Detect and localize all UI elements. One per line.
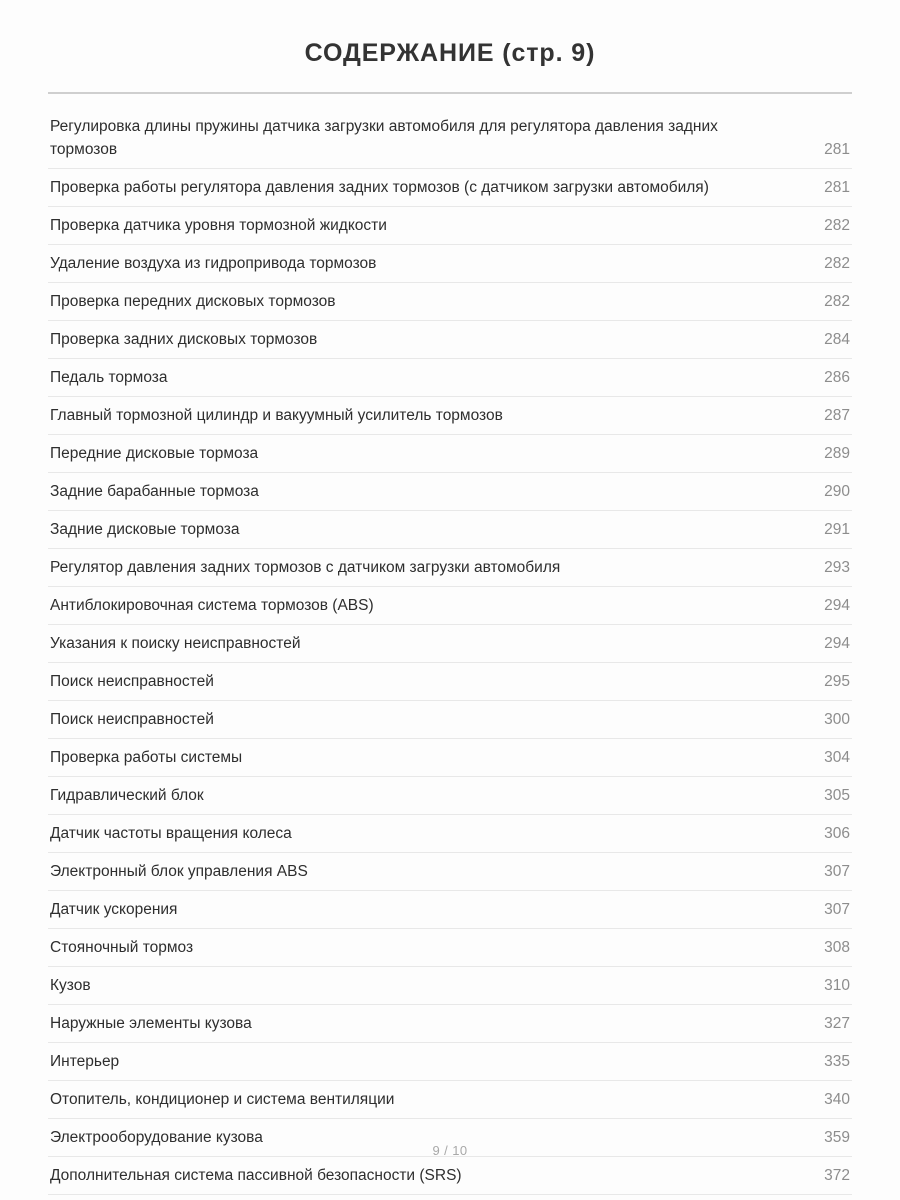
toc-entry-title: Датчик частоты вращения колеса [50, 825, 292, 842]
toc-row[interactable] [48, 1043, 852, 1081]
toc-entry-title: Датчик ускорения [50, 901, 178, 918]
toc-entry-page-number: 308 [824, 939, 850, 956]
toc-row[interactable] [48, 967, 852, 1005]
toc-entry-page-number: 281 [824, 179, 850, 196]
toc-row[interactable] [48, 587, 852, 625]
toc-entry-page-number: 372 [824, 1167, 850, 1184]
toc-entry-title: Задние барабанные тормоза [50, 483, 259, 500]
toc-entry-page-number: 359 [824, 1129, 850, 1146]
toc-entry-title: Дополнительная система пассивной безопасности (SRS) [50, 1167, 462, 1184]
toc-entry-page-number: 335 [824, 1053, 850, 1070]
toc-row[interactable] [48, 1005, 852, 1043]
toc-entry-title: Проверка задних дисковых тормозов [50, 331, 318, 348]
toc-entry-title: Антиблокировочная система тормозов (ABS) [50, 597, 374, 614]
toc-row[interactable] [48, 511, 852, 549]
page-title: СОДЕРЖАНИЕ (стр. 9) [304, 39, 596, 67]
title-divider [48, 92, 852, 94]
toc-entry-title: Передние дисковые тормоза [50, 445, 259, 462]
toc-row[interactable] [48, 625, 852, 663]
toc-entry-page-number: 286 [824, 369, 850, 386]
toc-row[interactable] [48, 549, 852, 587]
toc-row[interactable] [48, 473, 852, 511]
toc-row[interactable] [48, 108, 852, 169]
toc-entry-title: Регулировка длины пружины датчика загрузки автомобиля для регулятора давления задних тормозов [50, 118, 718, 158]
toc-entry-title: Интерьер [50, 1053, 120, 1070]
toc-entry-title: Задние дисковые тормоза [50, 521, 240, 538]
toc-row[interactable] [48, 663, 852, 701]
toc-row[interactable] [48, 853, 852, 891]
toc-entry-page-number: 340 [824, 1091, 850, 1108]
toc-entry-page-number: 291 [824, 521, 850, 538]
toc-row[interactable] [48, 169, 852, 207]
table-of-contents [48, 108, 852, 1195]
toc-entry-page-number: 289 [824, 445, 850, 462]
toc-entry-title: Педаль тормоза [50, 369, 168, 386]
toc-entry-title: Удаление воздуха из гидропривода тормозов [50, 255, 377, 272]
toc-row[interactable] [48, 397, 852, 435]
toc-entry-title: Указания к поиску неисправностей [50, 635, 301, 652]
toc-entry-title: Наружные элементы кузова [50, 1015, 252, 1032]
toc-entry-page-number: 295 [824, 673, 850, 690]
toc-entry-title: Регулятор давления задних тормозов с датчиком загрузки автомобиля [50, 559, 561, 576]
toc-row[interactable] [48, 929, 852, 967]
toc-row[interactable] [48, 1157, 852, 1195]
toc-row[interactable] [48, 739, 852, 777]
toc-entry-title: Гидравлический блок [50, 787, 204, 804]
toc-entry-page-number: 306 [824, 825, 850, 842]
toc-row[interactable] [48, 777, 852, 815]
toc-entry-page-number: 284 [824, 331, 850, 348]
toc-row[interactable] [48, 245, 852, 283]
toc-entry-title: Отопитель, кондиционер и система вентиляции [50, 1091, 395, 1108]
toc-entry-page-number: 300 [824, 711, 850, 728]
page-footer: 9 / 10 [432, 1143, 468, 1158]
toc-entry-title: Главный тормозной цилиндр и вакуумный усилитель тормозов [50, 407, 503, 424]
toc-row[interactable] [48, 207, 852, 245]
toc-entry-page-number: 287 [824, 407, 850, 424]
toc-entry-title: Проверка работы регулятора давления задних тормозов (с датчиком загрузки автомобиля) [50, 179, 709, 196]
toc-entry-title: Проверка работы системы [50, 749, 243, 766]
toc-entry-page-number: 282 [824, 217, 850, 234]
toc-entry-title: Проверка датчика уровня тормозной жидкости [50, 217, 387, 234]
toc-entry-page-number: 327 [824, 1015, 850, 1032]
toc-entry-title: Электронный блок управления ABS [50, 863, 308, 880]
toc-entry-page-number: 307 [824, 901, 850, 918]
toc-entry-page-number: 304 [824, 749, 850, 766]
toc-entry-title: Проверка передних дисковых тормозов [50, 293, 336, 310]
toc-row[interactable] [48, 283, 852, 321]
toc-entry-page-number: 310 [824, 977, 850, 994]
toc-entry-title: Поиск неисправностей [50, 673, 214, 690]
toc-entry-title: Поиск неисправностей [50, 711, 214, 728]
toc-entry-page-number: 305 [824, 787, 850, 804]
toc-entry-page-number: 282 [824, 255, 850, 272]
toc-entry-page-number: 290 [824, 483, 850, 500]
toc-entry-page-number: 282 [824, 293, 850, 310]
toc-entry-title: Электрооборудование кузова [50, 1129, 263, 1146]
toc-entry-page-number: 307 [824, 863, 850, 880]
toc-entry-page-number: 294 [824, 635, 850, 652]
toc-entry-title: Кузов [50, 977, 91, 994]
toc-entry-page-number: 281 [824, 141, 850, 158]
toc-row[interactable] [48, 321, 852, 359]
toc-row[interactable] [48, 435, 852, 473]
toc-row[interactable] [48, 1081, 852, 1119]
toc-entry-page-number: 294 [824, 597, 850, 614]
toc-row[interactable] [48, 815, 852, 853]
toc-row[interactable] [48, 891, 852, 929]
toc-entry-title: Стояночный тормоз [50, 939, 194, 956]
toc-row[interactable] [48, 701, 852, 739]
toc-row[interactable] [48, 359, 852, 397]
toc-entry-page-number: 293 [824, 559, 850, 576]
